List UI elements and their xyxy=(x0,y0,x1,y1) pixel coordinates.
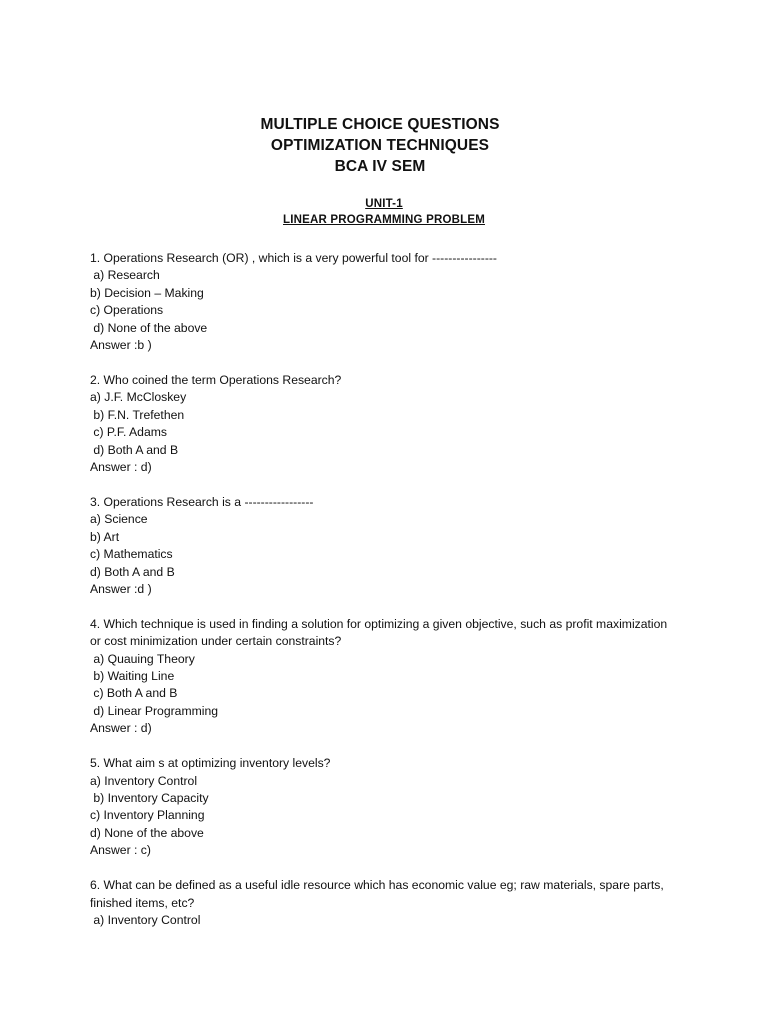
answer-key: Answer :b ) xyxy=(90,338,152,353)
answer-option: c) Mathematics xyxy=(90,547,173,562)
question-item xyxy=(90,372,670,476)
answer-key: Answer :d ) xyxy=(90,581,152,596)
answer-option: a) J.F. McCloskey xyxy=(90,390,187,405)
unit-label: UNIT-1 xyxy=(365,198,403,210)
document-subject: OPTIMIZATION TECHNIQUES xyxy=(270,137,490,154)
unit-topic: LINEAR PROGRAMMING PROBLEM xyxy=(283,214,485,226)
question-text: 5. What aim s at optimizing inventory levels? xyxy=(90,756,331,771)
answer-option: b) Waiting Line xyxy=(90,669,175,684)
question-text: 2. Who coined the term Operations Research? xyxy=(90,372,342,387)
answer-option: b) F.N. Trefethen xyxy=(90,407,185,422)
answer-option: c) Operations xyxy=(90,303,164,318)
document-title: MULTIPLE CHOICE QUESTIONS xyxy=(260,116,500,133)
question-item xyxy=(90,877,670,929)
answer-option: d) Linear Programming xyxy=(90,703,219,718)
answer-option: a) Research xyxy=(90,268,160,283)
question-item xyxy=(90,494,670,598)
question-text: 3. Operations Research is a ----------------- xyxy=(90,494,314,509)
question-item xyxy=(90,755,670,859)
answer-option: b) Inventory Capacity xyxy=(90,790,209,805)
question-list xyxy=(90,250,670,947)
question-text: 4. Which technique is used in finding a solution for optimizing a given objective, such as profit maximization or cost minimization under certain constraints? xyxy=(90,616,668,649)
answer-option: d) Both A and B xyxy=(90,564,175,579)
answer-option: d) None of the above xyxy=(90,320,208,335)
question-text: 1. Operations Research (OR) , which is a very powerful tool for ---------------- xyxy=(90,251,497,265)
answer-key: Answer : c) xyxy=(90,843,151,858)
document-semester: BCA IV SEM xyxy=(334,158,426,175)
question-item xyxy=(90,250,670,354)
question-text: 6. What can be defined as a useful idle resource which has economic value eg; raw materials, spare parts, finished items, etc? xyxy=(90,878,664,910)
question-item xyxy=(90,616,670,738)
answer-option: a) Science xyxy=(90,512,148,527)
answer-option: b) Decision – Making xyxy=(90,285,204,300)
answer-option: c) P.F. Adams xyxy=(90,425,167,440)
answer-key: Answer : d) xyxy=(90,459,152,474)
answer-option: b) Art xyxy=(90,529,120,544)
answer-option: c) Both A and B xyxy=(90,686,178,701)
unit-heading xyxy=(0,196,768,228)
answer-option: a) Inventory Control xyxy=(90,912,201,927)
document-heading xyxy=(0,114,760,177)
answer-option: c) Inventory Planning xyxy=(90,808,205,823)
answer-key: Answer : d) xyxy=(90,721,152,736)
answer-option: a) Quauing Theory xyxy=(90,651,195,666)
answer-option: d) None of the above xyxy=(90,825,204,840)
answer-option: d) Both A and B xyxy=(90,442,179,457)
answer-option: a) Inventory Control xyxy=(90,773,198,788)
